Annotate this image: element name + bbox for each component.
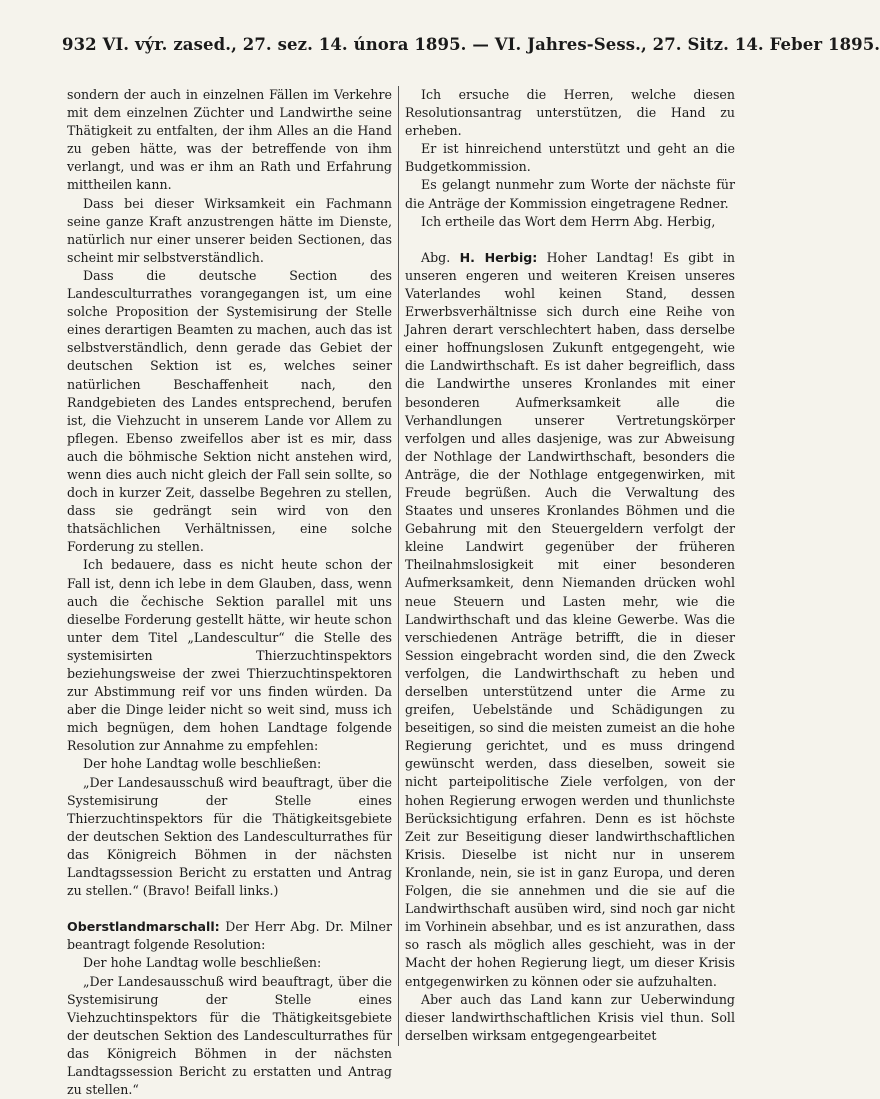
speaker-paragraph bbox=[67, 918, 392, 954]
column-divider bbox=[398, 86, 399, 1046]
paragraph: Er ist hinreichend unterstützt und geht an die Budgetkommission. bbox=[405, 140, 735, 176]
paragraph: Ich ersuche die Herren, welche diesen Resolutionsantrag unterstützen, die Hand zu erheben. bbox=[405, 86, 735, 140]
speaker-prefix: Abg. bbox=[421, 250, 460, 265]
left-column bbox=[67, 86, 392, 1099]
page-header: 932 VI. výr. zased., 27. sez. 14. února 1895. — VI. Jahres-Sess., 27. Sitz. 14. Feber 1895. bbox=[62, 35, 720, 54]
motion-intro: Der hohe Landtag wolle beschließen: bbox=[67, 755, 392, 773]
speaker-text: Der Herr Abg. Dr. Milner beantragt folgende Resolution: bbox=[67, 919, 392, 952]
paragraph: Dass bei dieser Wirksamkeit ein Fachmann seine ganze Kraft anzustrengen hätte im Dienste, natürlich nur einer unserer beiden Sectionen, das scheint mir selbstverständlich. bbox=[67, 195, 392, 267]
resolution-text: „Der Landesausschuß wird beauftragt, über die Systemisirung der Stelle eines Thierzuchtinspektors für die Thätigkeitsgebiete der deutschen Sektion des Landesculturrathes für das Königreich Böhmen in der nächsten Landtagssession Bericht zu erstatten und Antrag zu stellen.“ (Bravo! Beifall links.) bbox=[67, 774, 392, 901]
paragraph: sondern der auch in einzelnen Fällen im Verkehre mit dem einzelnen Züchter und Landwirthe seine Thätigkeit zu entfalten, der ihm Alles an die Hand zu geben hätte, was der betreffende von ihm verlangt, und was er ihm an Rath und Erfahrung mittheilen kann. bbox=[67, 86, 392, 195]
paragraph: Es gelangt nunmehr zum Worte der nächste für die Anträge der Kommission eingetragene Redner. bbox=[405, 176, 735, 212]
paragraph: Ich ertheile das Wort dem Herrn Abg. Herbig, bbox=[405, 213, 735, 231]
motion-intro: Der hohe Landtag wolle beschließen: bbox=[67, 954, 392, 972]
resolution-text: „Der Landesausschuß wird beauftragt, über die Systemisirung der Stelle eines Viehzuchtinspektors für die Thätigkeitsgebiete der deutschen Sektion des Landesculturrathes für das Königreich Böhmen in der nächsten Landtagssession Bericht zu erstatten und Antrag zu stellen.“ bbox=[67, 973, 392, 1099]
speaker-name: H. Herbig: bbox=[460, 250, 538, 265]
speaker-text: Hoher Landtag! Es gibt in unseren engeren und weiteren Kreisen unseres Vaterlandes wohl keinen Stand, dessen Erwerbsverhältnisse sich durch eine Reihe von Jahren derart verschlechtert haben, dass derselbe einer hoffnungslosen Zukunft entgegengeht, wie die Landwirthschaft. Es ist daher begreiflich, dass die Landwirthe unseres Kronlandes mit einer besonderen Aufmerksamkeit alle die Verhandlungen unserer Vertretungskörper verfolgen und alles dasjenige, was zur Abweisung der Nothlage der Landwirthschaft, besonders die Anträge, die der Nothlage entgegenwirken, mit Freude begrüßen. Auch die Verwaltung des Staates und unseres Kronlandes Böhmen und die Gebahrung mit den Steuergeldern verfolgt der kleine Landwirt gegenüber der früheren Theilnahmslosigkeit mit einer besonderen Aufmerksamkeit, denn Niemanden drücken wohl neue Steuern und Lasten mehr, wie die Landwirthschaft und das kleine Gewerbe. Was die verschiedenen Anträge betrifft, die in dieser Session eingebracht worden sind, die den Zweck verfolgen, die Landwirthschaft zu heben und derselben unterstützend unter die Arme zu greifen, Uebelstände und Schädigungen zu beseitigen, so sind die meisten zumeist an die hohe Regierung gerichtet, und es muss dringend gewünscht werden, dass dieselben, soweit sie nicht parteipolitische Ziele verfolgen, von der hohen Regierung erwogen werden und thunlichste Berücksichtigung erfahren. Denn es ist höchste Zeit zur Beseitigung dieser landwirthschaftlichen Krisis. Dieselbe ist nicht nur in unserem Kronlande, nein, sie ist in ganz Europa, und deren Folgen, die sie annehmen und die sie auf die Landwirthschaft ausüben wird, sind noch gar nicht im Vorhinein absehbar, und es ist anzurathen, dass so rasch als möglich alles geschieht, was in der Macht der hohen Regierung liegt, um dieser Krisis entgegenwirken zu können oder sie aufzuhalten. bbox=[405, 250, 735, 989]
speaker-name: Oberstlandmarschall: bbox=[67, 919, 220, 934]
paragraph: Dass die deutsche Section des Landesculturrathes vorangegangen ist, um eine solche Proposition der Systemisirung der Stelle eines derartigen Beamten zu machen, auch das ist selbstverständlich, denn gerade das Gebiet der deutschen Sektion ist es, welches seiner natürlichen Beschaffenheit nach, den Randgebieten des Landes entsprechend, berufen ist, die Viehzucht in unserem Lande vor Allem zu pflegen. Ebenso zweifellos aber ist es mir, dass auch die böhmische Sektion nicht anstehen wird, wenn dies auch nicht gleich der Fall sein sollte, so doch in kurzer Zeit, dasselbe Begehren zu stellen, dass sie gedrängt sein wird von den thatsächlichen Verhältnissen, eine solche Forderung zu stellen. bbox=[67, 267, 392, 557]
speaker-paragraph bbox=[405, 249, 735, 991]
right-column bbox=[405, 86, 735, 1045]
paragraph: Ich bedauere, dass es nicht heute schon der Fall ist, denn ich lebe in dem Glauben, dass, wenn auch die čechische Sektion parallel mit uns dieselbe Forderung gestellt hätte, wir heute schon unter dem Titel „Landescultur“ die Stelle des systemisirten Thierzuchtinspektors beziehungsweise der zwei Thierzuchtinspektoren zur Abstimmung reif vor uns finden würden. Da aber die Dinge leider nicht so weit sind, muss ich mich begnügen, dem hohen Landtage folgende Resolution zur Annahme zu empfehlen: bbox=[67, 556, 392, 755]
paragraph: Aber auch das Land kann zur Ueberwindung dieser landwirthschaftlichen Krisis viel thun. Soll derselben wirksam entgegengearbeitet bbox=[405, 991, 735, 1045]
